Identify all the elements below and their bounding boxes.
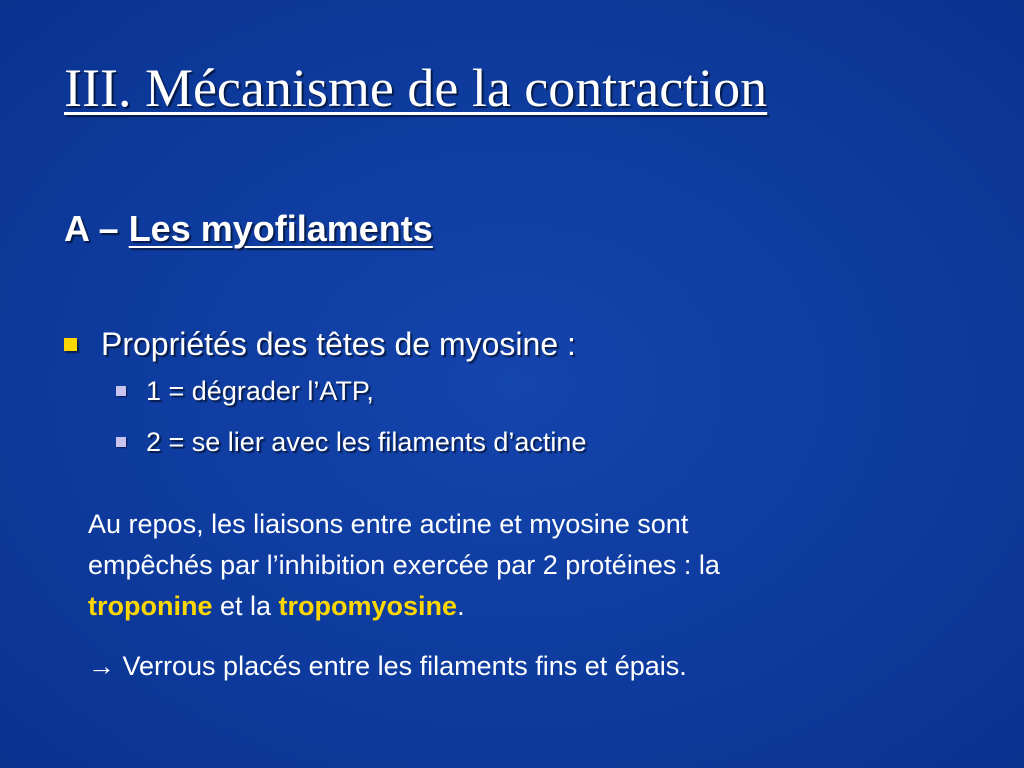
section-heading-prefix: A –	[64, 208, 129, 249]
highlight-tropomyosine: tropomyosine	[278, 591, 458, 621]
paragraph-line-highlights	[88, 586, 968, 627]
explanation-paragraph	[88, 504, 968, 627]
highlight-troponine: troponine	[88, 591, 213, 621]
sub-bullet-list	[116, 371, 586, 462]
sub-bullet-text: 2 = se lier avec les filaments d’actine	[146, 426, 587, 457]
sub-bullet-item	[116, 422, 586, 462]
section-heading-underlined: Les myofilaments	[128, 208, 433, 249]
paragraph-end: .	[457, 591, 465, 621]
yellow-square-bullet-icon	[64, 338, 77, 351]
section-heading	[64, 204, 433, 254]
sub-bullet-item	[116, 371, 586, 411]
lavender-square-bullet-icon	[116, 437, 126, 447]
paragraph-line: Au repos, les liaisons entre actine et myosine sont	[88, 509, 689, 539]
main-bullet	[64, 322, 576, 366]
paragraph-line: empêchés par l’inhibition exercée par 2 protéines : la	[88, 550, 720, 580]
conclusion-line: → Verrous placés entre les filaments fins et épais.	[88, 651, 687, 681]
paragraph-connector: et la	[212, 591, 279, 621]
lavender-square-bullet-icon	[116, 386, 126, 396]
slide-title: III. Mécanisme de la contraction	[64, 58, 768, 118]
main-bullet-text: Propriétés des têtes de myosine :	[101, 326, 576, 362]
sub-bullet-text: 1 = dégrader l’ATP,	[146, 375, 374, 406]
